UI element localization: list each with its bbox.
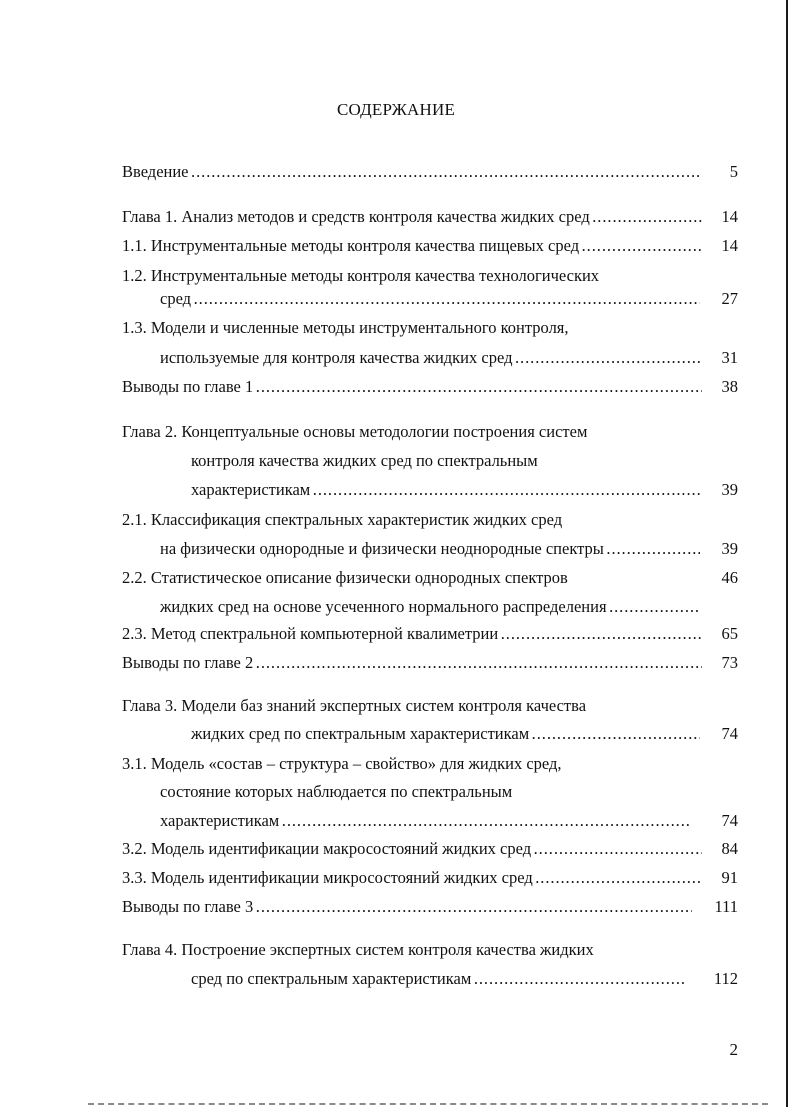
toc-section-2-2-line1[interactable]: 2.2. Статистическое описание физически однородных спектров	[122, 568, 568, 587]
toc-section-1-1[interactable]: 1.1. Инструментальные методы контроля качества пищевых сред . . .	[122, 235, 702, 257]
toc-section-3-1-page: 74	[721, 811, 738, 830]
toc-summary-1[interactable]: Выводы по главе 1 . . .	[122, 376, 702, 398]
toc-chapter-3-page: 74	[721, 724, 738, 743]
toc-section-3-1-line1[interactable]: 3.1. Модель «состав – структура – свойство» для жидких сред,	[122, 754, 562, 773]
toc-chapter-1[interactable]: Глава 1. Анализ методов и средств контроля качества жидких сред . . .	[122, 206, 702, 228]
page-title: СОДЕРЖАНИЕ	[336, 100, 456, 119]
toc-chapter-3-line1[interactable]: Глава 3. Модели баз знаний экспертных систем контроля качества	[122, 696, 587, 715]
toc-section-2-3[interactable]: 2.3. Метод спектральной компьютерной квалиметрии . . .	[122, 623, 702, 645]
toc-chapter-3-line2[interactable]: жидких сред по спектральным характеристикам . . .	[191, 723, 700, 745]
toc-chapter-2-line1[interactable]: Глава 2. Концептуальные основы методологии построения систем	[122, 422, 588, 441]
toc-section-2-1-page: 39	[721, 539, 738, 558]
toc-section-2-3-page: 65	[721, 624, 738, 643]
toc-intro-page: 5	[729, 162, 738, 181]
toc-section-2-1-line2[interactable]: на физически однородные и физически неоднородные спектры . . .	[160, 538, 700, 560]
toc-chapter-2-page: 39	[721, 480, 738, 499]
toc-section-3-1-line3[interactable]: характеристикам . . .	[160, 810, 692, 832]
toc-summary-2-page: 73	[721, 653, 738, 672]
toc-section-1-2-page: 27	[721, 289, 738, 308]
toc-section-1-3-page: 31	[721, 348, 738, 367]
toc-section-1-3-line1[interactable]: 1.3. Модели и численные методы инструментального контроля,	[122, 318, 569, 337]
toc-summary-2[interactable]: Выводы по главе 2 . . .	[122, 652, 702, 674]
toc-summary-3-page: 111	[714, 897, 738, 916]
toc-summary-3[interactable]: Выводы по главе 3 . . .	[122, 896, 692, 918]
toc-section-3-1-line2[interactable]: состояние которых наблюдается по спектральным	[160, 782, 513, 801]
toc-section-1-1-page: 14	[721, 236, 738, 255]
toc-section-3-3[interactable]: 3.3. Модель идентификации микросостояний жидких сред . . .	[122, 867, 702, 889]
toc-section-2-1-line1[interactable]: 2.1. Классификация спектральных характеристик жидких сред	[122, 510, 563, 529]
toc-section-2-2-line2[interactable]: жидких сред на основе усеченного нормального распределения . . .	[160, 596, 700, 618]
toc-summary-1-page: 38	[721, 377, 738, 396]
toc-chapter-1-page: 14	[721, 207, 738, 226]
toc-section-3-2[interactable]: 3.2. Модель идентификации макросостояний жидких сред . . .	[122, 838, 702, 860]
toc-chapter-2-line3[interactable]: характеристикам . . .	[191, 479, 700, 501]
toc-section-3-2-page: 84	[721, 839, 738, 858]
toc-intro[interactable]: Введение . . .	[122, 161, 702, 183]
toc-chapter-4-page: 112	[713, 969, 738, 988]
toc-section-1-2-line1[interactable]: 1.2. Инструментальные методы контроля качества технологических	[122, 266, 600, 285]
toc-section-3-3-page: 91	[721, 868, 738, 887]
toc-chapter-2-line2[interactable]: контроля качества жидких сред по спектральным	[191, 451, 538, 470]
page-number: 2	[729, 1040, 738, 1059]
toc-chapter-4-line2[interactable]: сред по спектральным характеристикам . . .	[191, 968, 687, 990]
toc-section-1-3-line2[interactable]: используемые для контроля качества жидких сред . . .	[160, 347, 700, 369]
toc-section-1-2-line2[interactable]: сред . . .	[160, 288, 700, 310]
toc-chapter-4-line1[interactable]: Глава 4. Построение экспертных систем контроля качества жидких	[122, 940, 594, 959]
toc-section-2-2-page: 46	[721, 568, 738, 587]
